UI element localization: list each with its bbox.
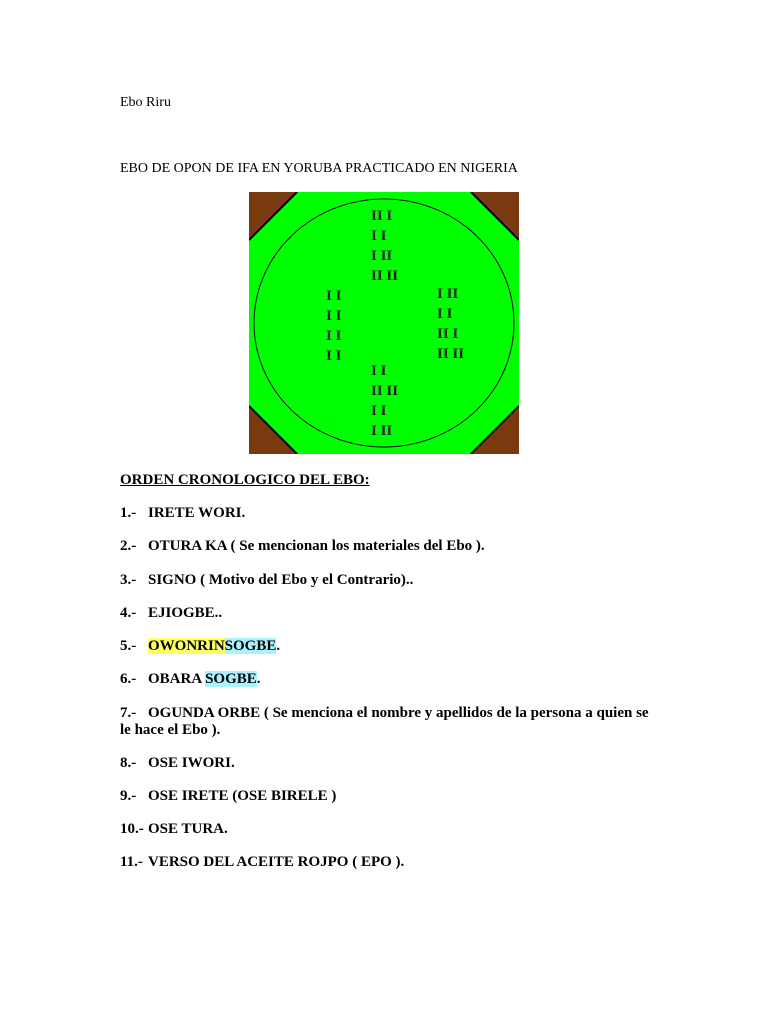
list-item: 3.- SIGNO ( Motivo del Ebo y el Contrario).. xyxy=(120,572,414,588)
list-item: 9.- OSE IRETE (OSE BIRELE ) xyxy=(120,788,337,804)
odu-mark-left: I I xyxy=(326,308,342,324)
list-item: 1.- IRETE WORI. xyxy=(120,505,246,521)
odu-mark-right: I I xyxy=(437,306,453,322)
list-item: 7.- OGUNDA ORBE ( Se menciona el nombre y apellidos de la persona a quien se le hace el Ebo ). xyxy=(120,705,649,738)
odu-mark-top: I II xyxy=(371,248,393,264)
odu-mark-right: II II xyxy=(437,346,465,362)
list-item: 6.- OBARA SOGBE. xyxy=(120,671,261,687)
odu-mark-bottom: I I xyxy=(371,363,387,379)
list-item: 8.- OSE IWORI. xyxy=(120,755,235,771)
odu-mark-left: I I xyxy=(326,328,342,344)
highlight-yellow: OWONRIN xyxy=(148,638,225,654)
list-item: 4.- EJIOGBE.. xyxy=(120,605,223,621)
opon-ifa-figure xyxy=(249,192,519,454)
odu-mark-right: I II xyxy=(437,286,459,302)
odu-mark-top: II I xyxy=(371,208,393,224)
list-item: 5.- OWONRINSOGBE. xyxy=(120,638,281,654)
highlight-cyan: SOGBE xyxy=(205,671,257,687)
section-title: ORDEN CRONOLOGICO DEL EBO: xyxy=(120,472,370,488)
odu-mark-bottom: I II xyxy=(371,423,393,439)
document-heading: EBO DE OPON DE IFA EN YORUBA PRACTICADO EN NIGERIA xyxy=(120,161,518,176)
odu-mark-bottom: II II xyxy=(371,383,399,399)
highlight-cyan: SOGBE xyxy=(224,638,277,654)
odu-mark-top: II II xyxy=(371,268,399,284)
odu-mark-right: II I xyxy=(437,326,459,342)
odu-mark-left: I I xyxy=(326,288,342,304)
list-item: 11.- VERSO DEL ACEITE ROJPO ( EPO ). xyxy=(120,854,405,870)
list-item: 10.- OSE TURA. xyxy=(120,821,228,837)
odu-mark-bottom: I I xyxy=(371,403,387,419)
document-title: Ebo Riru xyxy=(120,95,171,110)
odu-mark-left: I I xyxy=(326,348,342,364)
list-item: 2.- OTURA KA ( Se mencionan los materiales del Ebo ). xyxy=(120,538,485,554)
odu-mark-top: I I xyxy=(371,228,387,244)
